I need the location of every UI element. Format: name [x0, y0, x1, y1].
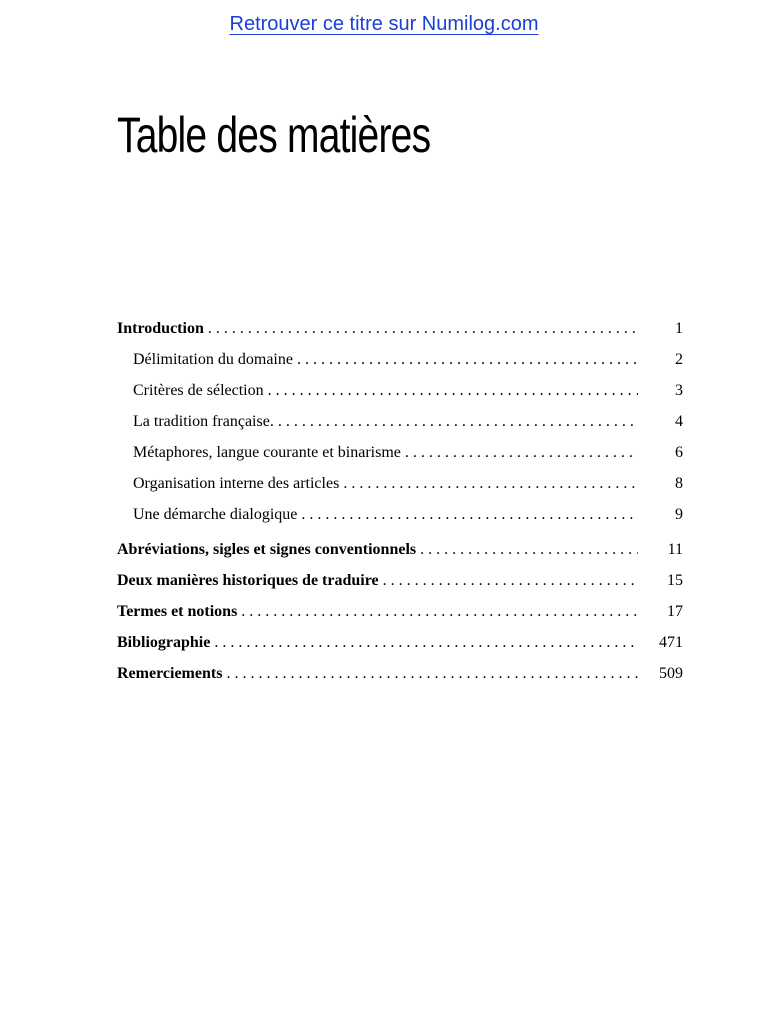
toc-entry-introduction[interactable]: [117, 315, 683, 346]
toc-entry-label: Remerciements: [117, 665, 223, 682]
toc-entry-demarche[interactable]: [117, 501, 683, 532]
toc-entry-remerciements[interactable]: [117, 660, 683, 691]
toc-entry-label: Abréviations, sigles et signes conventionnels: [117, 541, 417, 558]
toc-entry-criteres[interactable]: [117, 377, 683, 408]
toc-entry-label: Une démarche dialogique: [133, 506, 298, 523]
dot-leader: [339, 470, 638, 498]
toc-entry-label: La tradition française.: [133, 413, 274, 430]
dot-leader: [274, 408, 638, 436]
dot-leader: [293, 346, 638, 374]
toc-entry-label: Critères de sélection: [133, 382, 264, 399]
dot-leader: [222, 660, 638, 688]
toc-entry-abreviations[interactable]: [117, 536, 683, 567]
numilog-link-container: [0, 11, 768, 37]
dot-leader: [264, 377, 638, 405]
toc-entry-delimitation[interactable]: [117, 346, 683, 377]
page-title: Table des matières: [117, 107, 431, 163]
toc-entry-page: 2: [675, 351, 683, 368]
toc-entry-label: Deux manières historiques de traduire: [117, 572, 379, 589]
toc-entry-label: Bibliographie: [117, 634, 211, 651]
dot-leader: [379, 567, 638, 595]
toc-entry-page: 1: [675, 320, 683, 337]
toc-entry-page: 15: [667, 572, 683, 589]
toc-entry-label: Délimitation du domaine: [133, 351, 293, 368]
toc-entry-page: 11: [667, 541, 683, 558]
toc-entry-page: 471: [659, 634, 683, 651]
toc-entry-page: 9: [675, 506, 683, 523]
toc-entry-label: Termes et notions: [117, 603, 238, 620]
dot-leader: [237, 598, 638, 626]
toc-entry-page: 3: [675, 382, 683, 399]
toc-entry-page: 509: [659, 665, 683, 682]
dot-leader: [416, 536, 638, 564]
toc-entry-page: 6: [675, 444, 683, 461]
toc-entry-organisation[interactable]: [117, 470, 683, 501]
toc-entry-tradition[interactable]: [117, 408, 683, 439]
toc-entry-metaphores[interactable]: [117, 439, 683, 470]
dot-leader: [210, 629, 638, 657]
toc-entry-termes[interactable]: [117, 598, 683, 629]
toc-entry-deux-manieres[interactable]: [117, 567, 683, 598]
toc-entry-page: 17: [667, 603, 683, 620]
toc-entry-page: 8: [675, 475, 683, 492]
table-of-contents: [117, 315, 683, 691]
dot-leader: [204, 315, 638, 343]
dot-leader: [297, 501, 638, 529]
dot-leader: [401, 439, 638, 467]
toc-entry-label: Introduction: [117, 320, 204, 337]
numilog-link[interactable]: Retrouver ce titre sur Numilog.com: [229, 13, 539, 35]
toc-entry-bibliographie[interactable]: [117, 629, 683, 660]
toc-entry-label: Métaphores, langue courante et binarisme: [133, 444, 401, 461]
toc-entry-label: Organisation interne des articles: [133, 475, 340, 492]
toc-entry-page: 4: [675, 413, 683, 430]
